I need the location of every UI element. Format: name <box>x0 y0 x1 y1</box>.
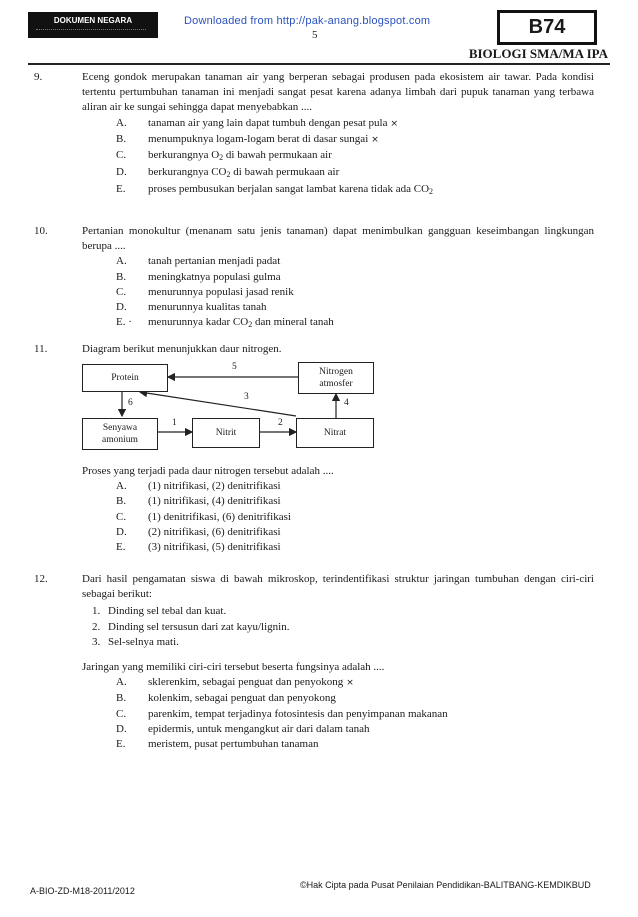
trait-item: 1. Dinding sel tebal dan kuat. <box>92 605 227 618</box>
nitrit-box: Nitrit <box>192 418 260 448</box>
question-number: 10. <box>34 225 48 237</box>
option-b[interactable]: B. meningkatnya populasi gulma <box>116 270 281 283</box>
question-12 <box>34 572 594 752</box>
option-a[interactable]: A. (1) nitrifikasi, (2) denitrifikasi <box>116 480 281 493</box>
option-list <box>116 116 594 200</box>
option-d[interactable]: D. menurunnya kualitas tanah <box>116 301 267 314</box>
arrow-3 <box>140 392 296 416</box>
option-a[interactable]: A. tanah pertanian menjadi padat <box>116 255 281 268</box>
document-label <box>28 12 158 38</box>
option-list <box>116 479 594 555</box>
option-text: tanaman air yang lain dapat tumbuh dengan pesat pula <box>148 116 388 129</box>
option-text: menumpuknya logam-logam berat di dasar sungai <box>148 132 369 145</box>
option-e[interactable]: E. · menurunnya kadar $CO_2$ dan mineral tanah <box>116 316 334 330</box>
trait-list <box>92 604 594 650</box>
download-link[interactable]: Downloaded from http://pak-anang.blogspot.com <box>184 15 431 27</box>
option-e[interactable]: E. meristem, pusat pertumbuhan tanaman <box>116 738 319 751</box>
question-prompt: Jaringan yang memiliki ciri-ciri tersebut beserta fungsinya adalah .... <box>82 661 385 674</box>
option-a[interactable]: A. tanaman air yang lain dapat tumbuh dengan pesat pula × <box>116 116 399 129</box>
cross-mark: × <box>371 134 379 145</box>
question-11-options <box>34 464 594 555</box>
trait-item: 2. Dinding sel tersusun dari zat kayu/lignin. <box>92 620 290 633</box>
option-c[interactable]: C. parenkim, tempat terjadinya fotosintesis dan penyimpanan makanan <box>116 707 448 720</box>
question-number: 9. <box>34 71 43 83</box>
question-stem: Diagram berikut menunjukkan daur nitrogen. <box>82 343 282 355</box>
question-number: 11. <box>34 343 48 355</box>
label-6: 6 <box>128 398 133 408</box>
label-3: 3 <box>244 392 249 402</box>
nitrogen-cycle-diagram <box>82 358 392 458</box>
option-c[interactable]: C. berkurangnya $O_2$ di bawah permukaan air <box>116 149 332 163</box>
label-2: 2 <box>278 418 283 428</box>
question-stem: Eceng gondok merupakan tanaman air yang berperan sebagai produsen pada ekosistem air tawar. Pada kondisi tertentu pertumbuhan tanaman ini menjadi sangat pesat karena adanya limbah dari pupuk tanaman yang terbawa aliran air ke sungai sehingga dapat menyebabkan .... <box>82 71 594 114</box>
exam-code: B74 <box>497 10 597 45</box>
doc-label-text: DOKUMEN NEGARA <box>53 16 133 25</box>
question-number: 12. <box>34 573 48 585</box>
label-4: 4 <box>344 398 349 408</box>
option-e[interactable]: E. proses pembusukan berjalan sangat lambat karena tidak ada $CO_2$ <box>116 183 434 197</box>
question-prompt: Proses yang terjadi pada daur nitrogen tersebut adalah .... <box>82 465 334 477</box>
question-stem: Dari hasil pengamatan siswa di bawah mikroskop, terindentifikasi struktur jaringan tumbuhan dengan ciri-ciri sebagai berikut: <box>82 573 594 601</box>
cross-mark: × <box>346 678 354 689</box>
label-1: 1 <box>172 418 177 428</box>
senyawa-amonium-box: Senyawa amonium <box>82 418 158 450</box>
question-stem: Pertanian monokultur (menanam satu jenis tanaman) dapat menimbulkan gangguan keseimbangan lingkungan berupa .... <box>82 225 594 253</box>
option-list <box>116 675 594 752</box>
label-5: 5 <box>232 362 237 372</box>
header-rule <box>28 63 610 65</box>
footer-copyright: ©Hak Cipta pada Pusat Penilaian Pendidikan-BALITBANG-KEMDIKBUD <box>300 880 591 890</box>
option-d[interactable]: D. epidermis, untuk mengangkut air dari dalam tanah <box>116 722 370 735</box>
question-10 <box>34 224 594 332</box>
protein-box: Protein <box>82 364 168 392</box>
option-b[interactable]: B. (1) nitrifikasi, (4) denitrifikasi <box>116 495 281 508</box>
nitrogen-atmosfer-box: Nitrogen atmosfer <box>298 362 374 394</box>
option-a[interactable]: A. sklerenkim, sebagai penguat dan penyokong × <box>116 676 354 689</box>
cross-mark: × <box>390 118 399 129</box>
footer-code: A-BIO-ZD-M18-2011/2012 <box>30 886 135 896</box>
trait-item: 3. Sel-selnya mati. <box>92 635 179 648</box>
nitrat-box: Nitrat <box>296 418 374 448</box>
page-number: 5 <box>312 29 318 41</box>
option-d[interactable]: D. (2) nitrifikasi, (6) denitrifikasi <box>116 525 281 538</box>
option-c[interactable]: C. menurunnya populasi jasad renik <box>116 285 294 298</box>
option-b[interactable]: B. menumpuknya logam-logam berat di dasar sungai × <box>116 132 379 145</box>
doc-label-dots <box>36 29 146 34</box>
option-b[interactable]: B. kolenkim, sebagai penguat dan penyokong <box>116 692 336 705</box>
option-d[interactable]: D. berkurangnya $CO_2$ di bawah permukaan air <box>116 166 340 180</box>
option-e[interactable]: E. (3) nitrifikasi, (5) denitrifikasi <box>116 541 281 554</box>
option-c[interactable]: C. (1) denitrifikasi, (6) denitrifikasi <box>116 510 291 523</box>
option-list <box>116 254 594 332</box>
question-11 <box>34 342 594 357</box>
question-9 <box>34 70 594 200</box>
subject-title: BIOLOGI SMA/MA IPA <box>468 46 608 61</box>
